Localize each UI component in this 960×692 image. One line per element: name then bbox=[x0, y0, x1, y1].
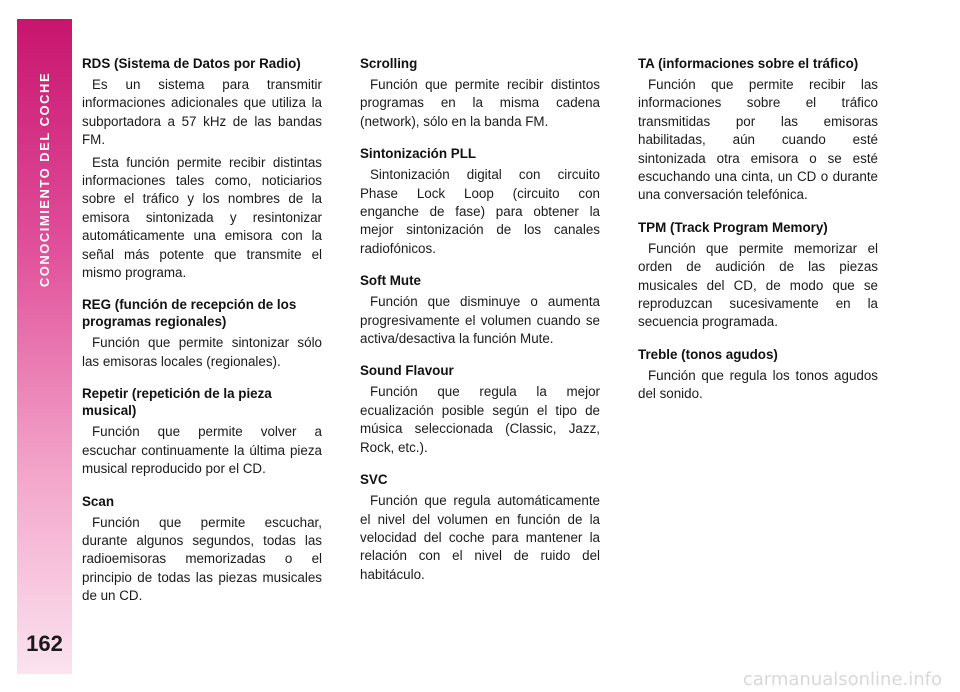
section-heading: TA (informaciones sobre el tráfico) bbox=[638, 56, 859, 71]
section-heading: Treble (tonos agudos) bbox=[638, 346, 778, 362]
paragraph: Función que permite recibir las informaciones sobre el tráfico transmitidas por las emisoras habilitadas, aún cuando esté sintonizada otra emisora o se esté escuchando una cinta, un CD o durante una conversación telefónica. bbox=[638, 77, 878, 203]
column-2 bbox=[360, 55, 600, 598]
section-heading: Sound Flavour bbox=[360, 363, 454, 379]
section-reg bbox=[82, 296, 322, 371]
section-heading: Repetir (repetición de la pieza musical) bbox=[82, 386, 272, 419]
section-tpm bbox=[638, 219, 878, 332]
section-scan bbox=[82, 493, 322, 606]
paragraph: Es un sistema para transmitir informaciones adicionales que utiliza la subportadora a 57 kHz de las bandas FM. bbox=[82, 77, 322, 148]
paragraph: Sintonización digital con circuito Phase Lock Loop (circuito con enganche de fase) para obtener la mejor sintonización de los canales radiofónicos. bbox=[360, 167, 600, 256]
section-heading: Scan bbox=[82, 493, 115, 509]
column-3 bbox=[638, 55, 878, 418]
section-heading: Soft Mute bbox=[360, 273, 421, 289]
section-soft-mute bbox=[360, 272, 600, 348]
section-repetir bbox=[82, 385, 322, 478]
paragraph: Función que permite recibir distintos programas en la misma cadena (network), sólo en la banda FM. bbox=[360, 77, 600, 129]
paragraph: Función que disminuye o aumenta progresivamente el volumen cuando se activa/desactiva la función Mute. bbox=[360, 294, 600, 347]
paragraph: Función que permite escuchar, durante algunos segundos, todas las radioemisoras memorizadas o el principio de todas las piezas musicales de un CD. bbox=[82, 514, 322, 604]
section-rds bbox=[82, 55, 322, 282]
section-svc bbox=[360, 471, 600, 584]
section-pll bbox=[360, 145, 600, 258]
paragraph: Función que permite volver a escuchar continuamente la última pieza musical reproducido por el CD. bbox=[82, 424, 322, 477]
section-ta bbox=[638, 55, 878, 205]
section-heading: Scrolling bbox=[360, 56, 418, 71]
page-number: 162 bbox=[26, 631, 63, 656]
column-1 bbox=[82, 55, 322, 620]
section-heading: SVC bbox=[360, 472, 388, 488]
sidebar-title bbox=[17, 59, 72, 299]
section-heading: RDS (Sistema de Datos por Radio) bbox=[82, 56, 301, 71]
paragraph: Esta función permite recibir distintas informaciones tales como, noticiarios sobre el tráfico y los nombres de la emisora sintonizada y resintonizar automáticamente una emisora con la señal más potente que transmite el mismo programa. bbox=[82, 154, 322, 281]
section-heading: REG (función de recepción de los programas regionales) bbox=[82, 297, 297, 330]
section-heading: Sintonización PLL bbox=[360, 146, 477, 162]
sidebar-title-text: CONOCIMIENTO DEL COCHE bbox=[37, 71, 53, 287]
section-sound-flavour bbox=[360, 362, 600, 457]
paragraph: Función que regula los tonos agudos del sonido. bbox=[638, 367, 878, 402]
sidebar bbox=[17, 19, 72, 674]
section-scrolling bbox=[360, 55, 600, 131]
paragraph: Función que permite memorizar el orden de audición de las piezas musicales del CD, de modo que se reproduzcan sucesivamente en la secuencia programada. bbox=[638, 240, 878, 330]
watermark: carmanualsonline.info bbox=[742, 669, 942, 690]
paragraph: Función que permite sintonizar sólo las emisoras locales (regionales). bbox=[82, 335, 322, 369]
section-treble bbox=[638, 346, 878, 404]
paragraph: Función que regula la mejor ecualización posible según el tipo de música seleccionada (Classic, Jazz, Rock, etc.). bbox=[360, 384, 600, 455]
paragraph: Función que regula automáticamente el nivel del volumen en función de la velocidad del coche para mantener la relación con el nivel de ruido del habitáculo. bbox=[360, 493, 600, 582]
section-heading: TPM (Track Program Memory) bbox=[638, 219, 828, 235]
